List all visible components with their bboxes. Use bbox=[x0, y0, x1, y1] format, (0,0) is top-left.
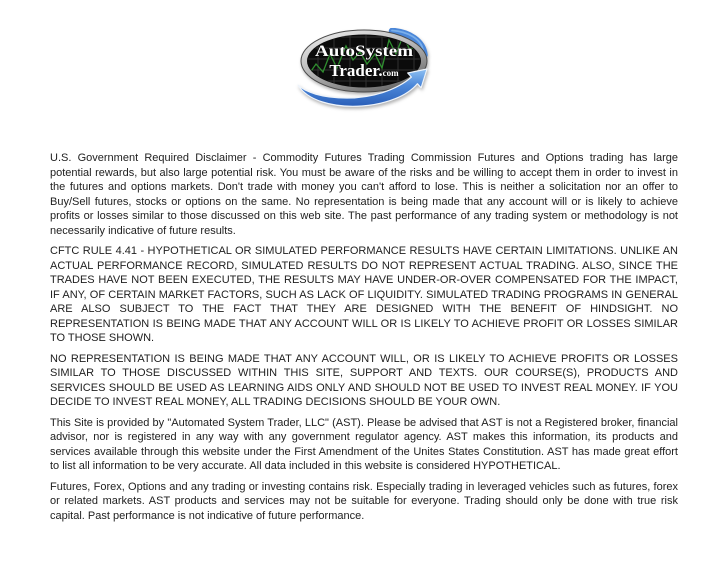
logo-wordmark-line2: Trader.com bbox=[328, 61, 399, 80]
disclaimer-paragraph-risk: Futures, Forex, Options and any trading or investing contains risk. Especially trading in leveraged vehicles such as futures, forex or related markets. AST products and services may not be suitable for everyone. Trading should only be done with true risk capital. Past performance is not indicative of future performance. bbox=[50, 480, 678, 522]
autosystemtrader-logo bbox=[297, 28, 431, 112]
logo-wordmark-line1: AutoSystem bbox=[314, 43, 414, 60]
disclaimer-text-block bbox=[50, 151, 678, 523]
disclaimer-paragraph-site-provider: This Site is provided by "Automated System Trader, LLC" (AST). Please be advised that AST is not a Registered broker, financial advisor, nor is registered in any way with any government regulator agency. AST makes this information, its products and services available through this website under the First Amendment of the Unites States Constitution. AST has made great effort to list all information to be very accurate. All data included in this website is considered HYPOTHETICAL. bbox=[50, 416, 678, 472]
disclaimer-paragraph-govt-required: U.S. Government Required Disclaimer - Commodity Futures Trading Commission Futures and Options trading has large potential rewards, but also large potential risk. You must be aware of the risks and be willing to accept them in order to invest in the futures and options markets. Don't trade with money you can't afford to lose. This is neither a solicitation nor an offer to Buy/Sell futures, stocks or options on the same. No representation is being made that any account will or is likely to achieve profits or losses similar to those discussed on this web site. The past performance of any trading system or methodology is not necessarily indicative of future results. bbox=[50, 152, 678, 237]
disclaimer-paragraph-cftc-rule: CFTC RULE 4.41 - HYPOTHETICAL OR SIMULATED PERFORMANCE RESULTS HAVE CERTAIN LIMITATIONS. UNLIKE AN ACTUAL PERFORMANCE RECORD, SIMULATED RESULTS DO NOT REPRESENT ACTUAL TRADING. ALSO, SINCE THE TRADES HAVE NOT BEEN EXECUTED, THE RESULTS MAY HAVE UNDER-OR-OVER COMPENSATED FOR THE IMPACT, IF ANY, OF CERTAIN MARKET FACTORS, SUCH AS LACK OF LIQUIDITY. SIMULATED TRADING PROGRAMS IN GENERAL ARE ALSO SUBJECT TO THE FACT THAT THEY ARE DESIGNED WITH THE BENEFIT OF HINDSIGHT. NO REPRESENTATION IS BEING MADE THAT ANY ACCOUNT WILL OR IS LIKELY TO ACHIEVE PROFIT OR LOSSES SIMILAR TO THOSE SHOWN. bbox=[50, 245, 678, 344]
site-logo[interactable] bbox=[297, 28, 431, 112]
disclaimer-paragraph-no-representation: NO REPRESENTATION IS BEING MADE THAT ANY ACCOUNT WILL, OR IS LIKELY TO ACHIEVE PROFITS OR LOSSES SIMILAR TO THOSE DISCUSSED WITHIN THIS SITE, SUPPORT AND TEXTS. OUR COURSE(S), PRODUCTS AND SERVICES SHOULD BE USED AS LEARNING AIDS ONLY AND SHOULD NOT BE USED TO INVEST REAL MONEY. IF YOU DECIDE TO INVEST REAL MONEY, ALL TRADING DECISIONS SHOULD BE YOUR OWN. bbox=[50, 352, 678, 408]
